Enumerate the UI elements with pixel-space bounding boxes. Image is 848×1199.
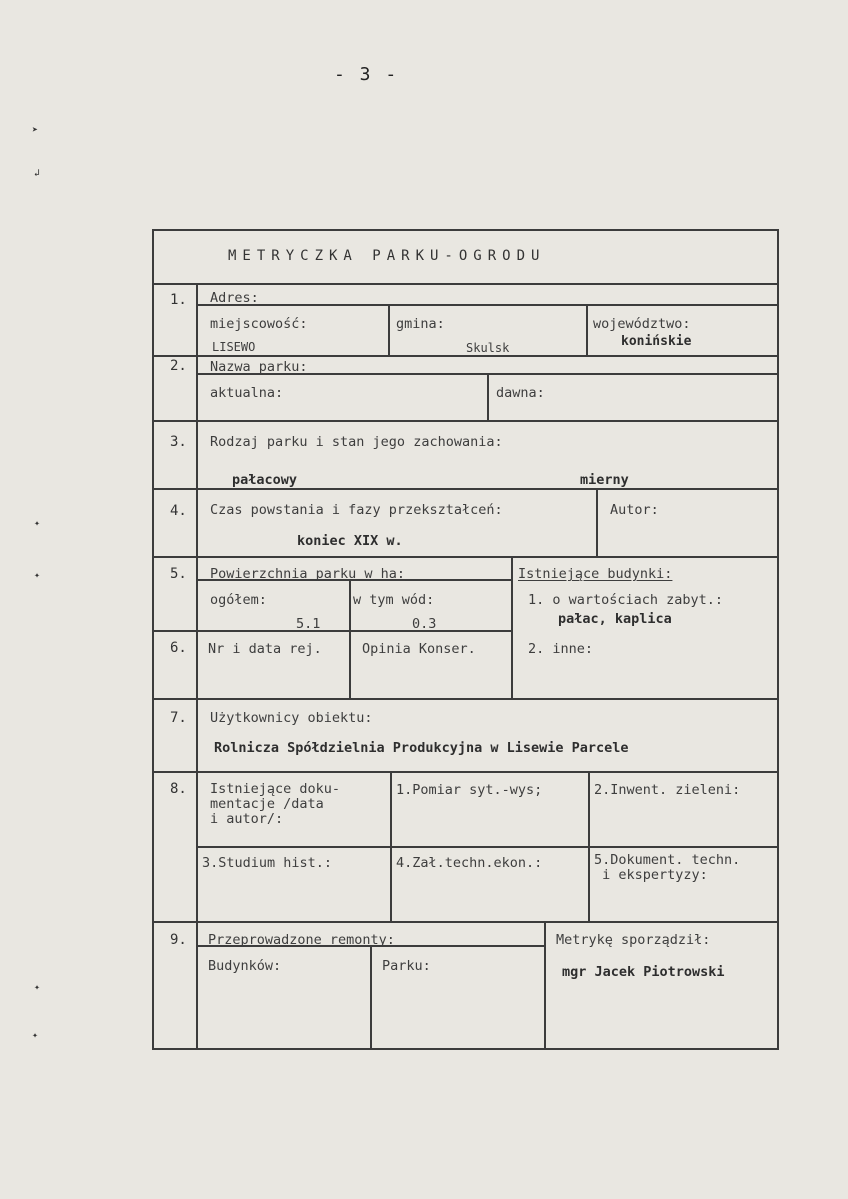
origin-time-value: koniec XIX w. bbox=[297, 533, 403, 549]
historical-study-label: 3.Studium hist.: bbox=[202, 855, 333, 871]
park-name-heading: Nazwa parku: bbox=[210, 359, 308, 375]
row-number: 1. bbox=[170, 292, 187, 308]
commune-label: gmina: bbox=[396, 316, 445, 332]
buildings-renovation-label: Budynków: bbox=[208, 958, 282, 974]
prepared-by-label: Metrykę sporządził: bbox=[556, 932, 711, 948]
buildings-valuable-value: pałac, kaplica bbox=[558, 611, 672, 627]
survey-label: 1.Pomiar syt.-wys; bbox=[396, 782, 543, 798]
tech-econ-label: 4.Zał.techn.ekon.: bbox=[396, 855, 543, 871]
park-type-label: Rodzaj parku i stan jego zachowania: bbox=[210, 434, 503, 450]
park-state-value: mierny bbox=[580, 472, 629, 488]
address-heading: Adres: bbox=[210, 290, 259, 306]
docs-label: Istniejące doku- mentacje /data i autor/: bbox=[210, 781, 341, 827]
locality-label: miejscowość: bbox=[210, 316, 308, 332]
row-number: 7. bbox=[170, 710, 187, 726]
inventory-label: 2.Inwent. zieleni: bbox=[594, 782, 741, 798]
origin-time-label: Czas powstania i fazy przekształceń: bbox=[210, 502, 503, 518]
former-name-label: dawna: bbox=[496, 385, 545, 401]
page-number: - 3 - bbox=[334, 64, 399, 85]
row-number: 4. bbox=[170, 503, 187, 519]
row-number: 2. bbox=[170, 358, 187, 374]
row-number: 5. bbox=[170, 566, 187, 582]
form-title: METRYCZKA PARKU-OGRODU bbox=[228, 248, 546, 264]
buildings-valuable-label: 1. o wartościach zabyt.: bbox=[528, 592, 724, 608]
current-name-label: aktualna: bbox=[210, 385, 284, 401]
conservator-opinion-label: Opinia Konser. bbox=[362, 641, 476, 657]
author-label: Autor: bbox=[610, 502, 659, 518]
registration-label: Nr i data rej. bbox=[208, 641, 322, 657]
row-number: 9. bbox=[170, 932, 187, 948]
locality-value: LISEWO bbox=[212, 340, 256, 354]
total-area-value: 5.1 bbox=[296, 616, 321, 632]
row-number: 8. bbox=[170, 781, 187, 797]
margin-mark: ✦ bbox=[32, 1030, 39, 1041]
margin-mark: ✦ bbox=[34, 982, 41, 993]
margin-mark: ✦ bbox=[34, 570, 41, 581]
prepared-by-value: mgr Jacek Piotrowski bbox=[562, 964, 725, 980]
water-area-value: 0.3 bbox=[412, 616, 437, 632]
commune-value: Skulsk bbox=[466, 341, 510, 355]
expertise-label: 5.Dokument. techn. i ekspertyzy: bbox=[594, 852, 741, 883]
area-heading: Powierzchnia parku w ha: bbox=[210, 566, 406, 582]
renovations-heading: Przeprowadzone remonty: bbox=[208, 932, 395, 948]
users-label: Użytkownicy obiektu: bbox=[210, 710, 373, 726]
margin-mark: ✦ bbox=[34, 518, 41, 529]
buildings-heading: Istniejące budynki: bbox=[518, 566, 673, 582]
total-area-label: ogółem: bbox=[210, 592, 267, 608]
park-type-value: pałacowy bbox=[232, 472, 298, 488]
water-area-label: w tym wód: bbox=[353, 592, 435, 608]
users-value: Rolnicza Spółdzielnia Produkcyjna w Lisewie Parcele bbox=[214, 740, 629, 756]
margin-mark: ➤ bbox=[32, 125, 39, 136]
voivodeship-label: województwo: bbox=[593, 316, 691, 332]
voivodeship-value: konińskie bbox=[621, 334, 692, 349]
park-renovation-label: Parku: bbox=[382, 958, 431, 974]
margin-mark: ↲ bbox=[34, 168, 41, 179]
row-number: 6. bbox=[170, 640, 187, 656]
buildings-other-label: 2. inne: bbox=[528, 641, 594, 657]
row-number: 3. bbox=[170, 434, 187, 450]
